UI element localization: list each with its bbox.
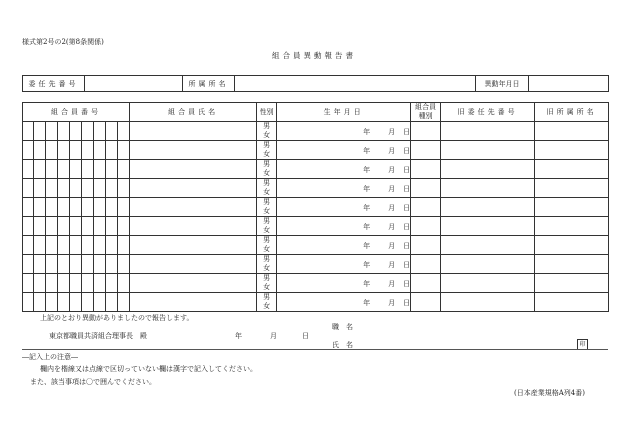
member-number-digit-cell[interactable] xyxy=(118,179,130,198)
member-number-digit-cell[interactable] xyxy=(82,122,94,141)
affiliation-name-field[interactable] xyxy=(235,76,476,92)
member-number-digit-cell[interactable] xyxy=(34,198,46,217)
member-number-digit-cell[interactable] xyxy=(82,179,94,198)
table-row xyxy=(23,141,609,160)
member-number-digit-cell[interactable] xyxy=(23,160,34,179)
member-number-digit-cell[interactable] xyxy=(94,198,106,217)
table-row xyxy=(23,236,609,255)
header-old-affiliation: 旧所属所名 xyxy=(535,103,609,122)
birth-date-cell[interactable] xyxy=(277,217,411,236)
member-number-digit-cell[interactable] xyxy=(82,141,94,160)
member-number-digit-cell[interactable] xyxy=(82,236,94,255)
member-number-digit-cell[interactable] xyxy=(118,255,130,274)
birth-date-cell[interactable] xyxy=(277,255,411,274)
member-type-cell[interactable] xyxy=(411,217,441,236)
old-affiliation-cell[interactable] xyxy=(535,198,609,217)
member-number-digit-cell[interactable] xyxy=(118,198,130,217)
member-number-digit-cell[interactable] xyxy=(106,141,118,160)
member-name-cell[interactable] xyxy=(130,217,257,236)
birth-month-label: 月 xyxy=(388,166,396,174)
member-number-digit-cell[interactable] xyxy=(46,122,58,141)
member-number-digit-cell[interactable] xyxy=(58,141,70,160)
gender-female[interactable]: 女 xyxy=(263,169,271,177)
member-name-cell[interactable] xyxy=(130,160,257,179)
birth-year-label: 年 xyxy=(363,261,371,269)
old-dispatch-number-cell[interactable] xyxy=(441,236,535,255)
gender-male[interactable]: 男 xyxy=(263,293,271,301)
gender-cell[interactable] xyxy=(257,217,277,236)
gender-female[interactable]: 女 xyxy=(263,245,271,253)
member-number-digit-cell[interactable] xyxy=(82,293,94,312)
member-number-digit-cell[interactable] xyxy=(46,293,58,312)
member-number-digit-cell[interactable] xyxy=(82,160,94,179)
birth-date-cell[interactable] xyxy=(277,141,411,160)
member-number-digit-cell[interactable] xyxy=(106,274,118,293)
table-row xyxy=(23,179,609,198)
change-date-label: 異動年月日 xyxy=(476,76,529,92)
old-affiliation-cell[interactable] xyxy=(535,122,609,141)
gender-cell[interactable] xyxy=(257,198,277,217)
member-number-digit-cell[interactable] xyxy=(23,179,34,198)
member-number-digit-cell[interactable] xyxy=(118,274,130,293)
report-date-month: 月 xyxy=(270,332,277,340)
member-number-digit-cell[interactable] xyxy=(118,217,130,236)
note-2: また、該当事項は〇で囲んでください。 xyxy=(30,378,156,386)
member-number-digit-cell[interactable] xyxy=(82,217,94,236)
member-name-cell[interactable] xyxy=(130,179,257,198)
member-number-digit-cell[interactable] xyxy=(58,198,70,217)
member-number-digit-cell[interactable] xyxy=(58,274,70,293)
member-number-digit-cell[interactable] xyxy=(70,141,82,160)
gender-female[interactable]: 女 xyxy=(263,131,271,139)
birth-year-label: 年 xyxy=(363,147,371,155)
birth-date-cell[interactable] xyxy=(277,179,411,198)
birth-month-label: 月 xyxy=(388,280,396,288)
old-affiliation-cell[interactable] xyxy=(535,179,609,198)
member-number-digit-cell[interactable] xyxy=(70,198,82,217)
member-number-digit-cell[interactable] xyxy=(58,236,70,255)
gender-female[interactable]: 女 xyxy=(263,264,271,272)
member-number-digit-cell[interactable] xyxy=(94,236,106,255)
header-member-type: 組合員 種別 xyxy=(411,103,441,122)
birth-day-label: 日 xyxy=(403,204,411,212)
old-affiliation-cell[interactable] xyxy=(535,255,609,274)
table-row xyxy=(23,198,609,217)
member-number-digit-cell[interactable] xyxy=(70,255,82,274)
birth-day-label: 日 xyxy=(403,147,411,155)
table-row xyxy=(23,122,609,141)
member-number-digit-cell[interactable] xyxy=(34,274,46,293)
member-type-cell[interactable] xyxy=(411,198,441,217)
old-affiliation-cell[interactable] xyxy=(535,236,609,255)
note-1: 欄内を楷線又は点線で区切っていない欄は漢字で記入してください。 xyxy=(40,365,257,373)
birth-day-label: 日 xyxy=(403,166,411,174)
member-type-cell[interactable] xyxy=(411,179,441,198)
header-fields-table xyxy=(22,75,609,92)
gender-cell[interactable] xyxy=(257,122,277,141)
member-number-digit-cell[interactable] xyxy=(34,217,46,236)
gender-male[interactable]: 男 xyxy=(263,141,271,149)
member-number-digit-cell[interactable] xyxy=(82,255,94,274)
birth-year-label: 年 xyxy=(363,166,371,174)
gender-male[interactable]: 男 xyxy=(263,122,271,130)
header-member-name: 組合員氏名 xyxy=(130,103,257,122)
header-member-number: 組合員番号 xyxy=(23,103,130,122)
gender-male[interactable]: 男 xyxy=(263,160,271,168)
member-number-digit-cell[interactable] xyxy=(70,293,82,312)
member-name-cell[interactable] xyxy=(130,141,257,160)
birth-day-label: 日 xyxy=(403,280,411,288)
notes-header: ―記入上の注意― xyxy=(22,353,78,361)
member-number-digit-cell[interactable] xyxy=(34,255,46,274)
position-label: 職 名 xyxy=(332,323,353,331)
member-number-digit-cell[interactable] xyxy=(106,236,118,255)
seal-mark: 印 xyxy=(577,339,588,350)
old-affiliation-cell[interactable] xyxy=(535,274,609,293)
member-change-table xyxy=(22,102,609,312)
member-name-cell[interactable] xyxy=(130,274,257,293)
old-dispatch-number-cell[interactable] xyxy=(441,179,535,198)
old-dispatch-number-cell[interactable] xyxy=(441,122,535,141)
member-name-cell[interactable] xyxy=(130,255,257,274)
member-number-digit-cell[interactable] xyxy=(106,179,118,198)
old-dispatch-number-cell[interactable] xyxy=(441,255,535,274)
gender-cell[interactable] xyxy=(257,236,277,255)
form-code: 様式第2号の2(第8条関係) xyxy=(22,38,104,46)
divider-line xyxy=(22,349,608,350)
member-number-digit-cell[interactable] xyxy=(70,160,82,179)
member-number-digit-cell[interactable] xyxy=(23,122,34,141)
old-dispatch-number-cell[interactable] xyxy=(441,141,535,160)
gender-male[interactable]: 男 xyxy=(263,236,271,244)
member-number-digit-cell[interactable] xyxy=(58,160,70,179)
gender-female[interactable]: 女 xyxy=(263,302,271,310)
member-number-digit-cell[interactable] xyxy=(23,293,34,312)
member-number-digit-cell[interactable] xyxy=(23,198,34,217)
change-date-field[interactable] xyxy=(529,76,609,92)
member-number-digit-cell[interactable] xyxy=(106,255,118,274)
member-number-digit-cell[interactable] xyxy=(94,274,106,293)
gender-cell[interactable] xyxy=(257,255,277,274)
member-number-digit-cell[interactable] xyxy=(70,179,82,198)
member-number-digit-cell[interactable] xyxy=(23,141,34,160)
birth-day-label: 日 xyxy=(403,261,411,269)
report-statement: 上記のとおり異動がありましたので報告します。 xyxy=(40,314,194,322)
table-row xyxy=(23,274,609,293)
gender-female[interactable]: 女 xyxy=(263,226,271,234)
old-dispatch-number-cell[interactable] xyxy=(441,198,535,217)
old-dispatch-number-cell[interactable] xyxy=(441,274,535,293)
member-number-digit-cell[interactable] xyxy=(58,293,70,312)
name-label: 氏 名 xyxy=(332,341,353,349)
member-number-digit-cell[interactable] xyxy=(23,274,34,293)
birth-date-cell[interactable] xyxy=(277,293,411,312)
birth-month-label: 月 xyxy=(388,204,396,212)
birth-day-label: 日 xyxy=(403,185,411,193)
gender-male[interactable]: 男 xyxy=(263,274,271,282)
birth-month-label: 月 xyxy=(388,185,396,193)
birth-month-label: 月 xyxy=(388,223,396,231)
old-dispatch-number-cell[interactable] xyxy=(441,217,535,236)
birth-date-cell[interactable] xyxy=(277,198,411,217)
member-type-cell[interactable] xyxy=(411,236,441,255)
member-number-digit-cell[interactable] xyxy=(118,236,130,255)
member-name-cell[interactable] xyxy=(130,293,257,312)
table-row xyxy=(23,160,609,179)
member-number-digit-cell[interactable] xyxy=(46,274,58,293)
member-number-digit-cell[interactable] xyxy=(70,274,82,293)
member-number-digit-cell[interactable] xyxy=(46,141,58,160)
old-affiliation-cell[interactable] xyxy=(535,160,609,179)
member-number-digit-cell[interactable] xyxy=(46,160,58,179)
member-number-digit-cell[interactable] xyxy=(70,217,82,236)
member-number-digit-cell[interactable] xyxy=(34,293,46,312)
member-type-cell[interactable] xyxy=(411,160,441,179)
member-number-digit-cell[interactable] xyxy=(94,122,106,141)
member-number-digit-cell[interactable] xyxy=(94,217,106,236)
member-name-cell[interactable] xyxy=(130,198,257,217)
member-number-digit-cell[interactable] xyxy=(94,255,106,274)
affiliation-name-label: 所属所名 xyxy=(183,76,235,92)
member-type-cell[interactable] xyxy=(411,255,441,274)
table-row xyxy=(23,217,609,236)
member-number-digit-cell[interactable] xyxy=(46,236,58,255)
birth-month-label: 月 xyxy=(388,299,396,307)
gender-female[interactable]: 女 xyxy=(263,150,271,158)
member-number-digit-cell[interactable] xyxy=(34,141,46,160)
gender-cell[interactable] xyxy=(257,274,277,293)
gender-cell[interactable] xyxy=(257,160,277,179)
old-dispatch-number-cell[interactable] xyxy=(441,160,535,179)
member-number-digit-cell[interactable] xyxy=(46,217,58,236)
birth-year-label: 年 xyxy=(363,128,371,136)
birth-year-label: 年 xyxy=(363,242,371,250)
gender-male[interactable]: 男 xyxy=(263,255,271,263)
gender-cell[interactable] xyxy=(257,179,277,198)
member-number-digit-cell[interactable] xyxy=(58,255,70,274)
dispatch-office-number-label: 委任先番号 xyxy=(23,76,85,92)
member-number-digit-cell[interactable] xyxy=(58,122,70,141)
member-number-digit-cell[interactable] xyxy=(34,160,46,179)
report-date-year: 年 xyxy=(235,332,242,340)
member-number-digit-cell[interactable] xyxy=(70,236,82,255)
member-number-digit-cell[interactable] xyxy=(106,293,118,312)
gender-cell[interactable] xyxy=(257,293,277,312)
member-number-digit-cell[interactable] xyxy=(106,122,118,141)
member-number-digit-cell[interactable] xyxy=(46,255,58,274)
gender-female[interactable]: 女 xyxy=(263,207,271,215)
birth-month-label: 月 xyxy=(388,242,396,250)
gender-male[interactable]: 男 xyxy=(263,198,271,206)
birth-day-label: 日 xyxy=(403,128,411,136)
old-affiliation-cell[interactable] xyxy=(535,293,609,312)
member-type-cell[interactable] xyxy=(411,293,441,312)
member-number-digit-cell[interactable] xyxy=(94,293,106,312)
birth-month-label: 月 xyxy=(388,261,396,269)
report-date-day: 日 xyxy=(302,332,309,340)
birth-year-label: 年 xyxy=(363,223,371,231)
gender-male[interactable]: 男 xyxy=(263,179,271,187)
member-number-digit-cell[interactable] xyxy=(58,217,70,236)
member-number-digit-cell[interactable] xyxy=(106,217,118,236)
header-birth-date: 生年月日 xyxy=(277,103,411,122)
member-number-digit-cell[interactable] xyxy=(34,179,46,198)
member-type-cell[interactable] xyxy=(411,122,441,141)
member-number-digit-cell[interactable] xyxy=(46,198,58,217)
member-type-cell[interactable] xyxy=(411,274,441,293)
member-number-digit-cell[interactable] xyxy=(70,122,82,141)
birth-date-cell[interactable] xyxy=(277,122,411,141)
gender-cell[interactable] xyxy=(257,141,277,160)
member-number-digit-cell[interactable] xyxy=(23,255,34,274)
birth-day-label: 日 xyxy=(403,242,411,250)
old-affiliation-cell[interactable] xyxy=(535,217,609,236)
header-gender: 性別 xyxy=(257,103,277,122)
birth-date-cell[interactable] xyxy=(277,236,411,255)
member-name-cell[interactable] xyxy=(130,122,257,141)
birth-month-label: 月 xyxy=(388,147,396,155)
birth-date-cell[interactable] xyxy=(277,274,411,293)
member-number-digit-cell[interactable] xyxy=(23,236,34,255)
member-number-digit-cell[interactable] xyxy=(94,179,106,198)
member-number-digit-cell[interactable] xyxy=(58,179,70,198)
member-number-digit-cell[interactable] xyxy=(118,141,130,160)
member-name-cell[interactable] xyxy=(130,236,257,255)
header-old-dispatch-number: 旧委任先番号 xyxy=(441,103,535,122)
birth-date-cell[interactable] xyxy=(277,160,411,179)
addressee: 東京都職員共済組合理事長 殿 xyxy=(49,332,147,340)
member-number-digit-cell[interactable] xyxy=(118,293,130,312)
birth-day-label: 日 xyxy=(403,299,411,307)
gender-female[interactable]: 女 xyxy=(263,283,271,291)
gender-female[interactable]: 女 xyxy=(263,188,271,196)
birth-year-label: 年 xyxy=(363,204,371,212)
birth-year-label: 年 xyxy=(363,280,371,288)
paper-spec: (日本産業規格A列4番) xyxy=(514,389,585,397)
member-number-digit-cell[interactable] xyxy=(118,160,130,179)
member-number-digit-cell[interactable] xyxy=(118,122,130,141)
old-affiliation-cell[interactable] xyxy=(535,141,609,160)
member-number-digit-cell[interactable] xyxy=(34,122,46,141)
member-type-cell[interactable] xyxy=(411,141,441,160)
member-number-digit-cell[interactable] xyxy=(94,141,106,160)
birth-day-label: 日 xyxy=(403,223,411,231)
dispatch-office-number-field[interactable] xyxy=(85,76,183,92)
member-number-digit-cell[interactable] xyxy=(23,217,34,236)
document-title: 組合員異動報告書 xyxy=(272,51,356,60)
member-number-digit-cell[interactable] xyxy=(46,179,58,198)
table-row xyxy=(23,293,609,312)
member-number-digit-cell[interactable] xyxy=(94,160,106,179)
table-row xyxy=(23,255,609,274)
member-number-digit-cell[interactable] xyxy=(82,198,94,217)
member-number-digit-cell[interactable] xyxy=(34,236,46,255)
birth-year-label: 年 xyxy=(363,185,371,193)
old-dispatch-number-cell[interactable] xyxy=(441,293,535,312)
member-number-digit-cell[interactable] xyxy=(106,198,118,217)
member-number-digit-cell[interactable] xyxy=(106,160,118,179)
member-number-digit-cell[interactable] xyxy=(82,274,94,293)
birth-year-label: 年 xyxy=(363,299,371,307)
birth-month-label: 月 xyxy=(388,128,396,136)
gender-male[interactable]: 男 xyxy=(263,217,271,225)
